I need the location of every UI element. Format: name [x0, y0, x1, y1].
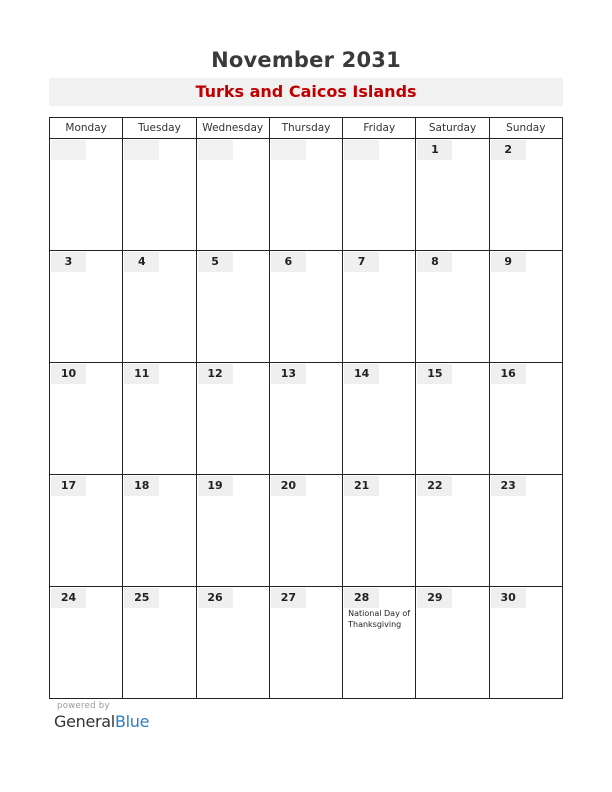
day-cell[interactable] [490, 139, 563, 251]
day-number: 23 [491, 476, 526, 496]
day-cell[interactable] [197, 139, 270, 251]
day-cell[interactable] [416, 475, 489, 587]
weekday-header-row [50, 118, 563, 139]
calendar-grid [49, 117, 563, 699]
day-number: 10 [51, 364, 86, 384]
day-cell[interactable] [197, 475, 270, 587]
day-number: 14 [344, 364, 379, 384]
day-cell[interactable] [197, 587, 270, 699]
day-number: 16 [491, 364, 526, 384]
page-title: November 2031 [211, 48, 401, 72]
day-number: 20 [271, 476, 306, 496]
day-number: 22 [417, 476, 452, 496]
day-cell[interactable] [416, 139, 489, 251]
day-cell[interactable] [123, 363, 196, 475]
day-number: 30 [491, 588, 526, 608]
day-number [344, 140, 379, 160]
day-cell[interactable] [343, 475, 416, 587]
week-row [50, 475, 563, 587]
day-cell[interactable] [270, 363, 343, 475]
day-number: 6 [271, 252, 306, 272]
day-number: 25 [124, 588, 159, 608]
day-number: 3 [51, 252, 86, 272]
day-number: 7 [344, 252, 379, 272]
weekday-monday: Monday [50, 118, 123, 139]
day-number: 21 [344, 476, 379, 496]
day-cell[interactable] [123, 251, 196, 363]
weekday-wednesday: Wednesday [197, 118, 270, 139]
day-cell[interactable] [50, 139, 123, 251]
powered-by-label: powered by [57, 701, 110, 711]
generalblue-logo[interactable] [54, 712, 149, 731]
holiday-event: National Day of Thanksgiving [348, 609, 411, 629]
weekday-tuesday: Tuesday [123, 118, 196, 139]
day-number: 19 [198, 476, 233, 496]
day-number: 12 [198, 364, 233, 384]
day-cell[interactable] [197, 251, 270, 363]
day-number: 18 [124, 476, 159, 496]
day-number: 15 [417, 364, 452, 384]
day-cell[interactable] [343, 251, 416, 363]
day-cell[interactable] [270, 251, 343, 363]
day-number: 29 [417, 588, 452, 608]
day-cell[interactable] [490, 251, 563, 363]
day-cell[interactable] [490, 363, 563, 475]
day-cell[interactable] [270, 139, 343, 251]
brand-text-general: General [54, 712, 115, 731]
weekday-thursday: Thursday [270, 118, 343, 139]
day-number: 5 [198, 252, 233, 272]
day-cell[interactable] [270, 475, 343, 587]
day-cell[interactable] [197, 363, 270, 475]
week-row [50, 363, 563, 475]
day-number: 27 [271, 588, 306, 608]
day-number [51, 140, 86, 160]
day-cell[interactable] [50, 587, 123, 699]
day-number: 11 [124, 364, 159, 384]
day-cell[interactable] [123, 587, 196, 699]
day-number: 2 [491, 140, 526, 160]
country-banner [49, 78, 563, 106]
day-cell[interactable] [416, 363, 489, 475]
country-name: Turks and Caicos Islands [195, 82, 417, 101]
day-number [124, 140, 159, 160]
day-number: 17 [51, 476, 86, 496]
week-row [50, 587, 563, 699]
day-cell[interactable] [343, 139, 416, 251]
day-number: 4 [124, 252, 159, 272]
day-cell[interactable] [50, 251, 123, 363]
day-number [198, 140, 233, 160]
day-number: 1 [417, 140, 452, 160]
day-number: 26 [198, 588, 233, 608]
day-cell[interactable] [270, 587, 343, 699]
weekday-sunday: Sunday [490, 118, 563, 139]
day-cell[interactable] [490, 475, 563, 587]
day-cell[interactable] [343, 587, 416, 699]
day-cell[interactable] [123, 139, 196, 251]
day-cell[interactable] [416, 587, 489, 699]
day-number: 9 [491, 252, 526, 272]
day-cell[interactable] [343, 363, 416, 475]
day-number: 28 [344, 588, 379, 608]
day-number [271, 140, 306, 160]
day-number: 8 [417, 252, 452, 272]
weekday-saturday: Saturday [416, 118, 489, 139]
day-cell[interactable] [50, 363, 123, 475]
week-row [50, 251, 563, 363]
week-row [50, 139, 563, 251]
day-cell[interactable] [490, 587, 563, 699]
day-number: 24 [51, 588, 86, 608]
day-cell[interactable] [50, 475, 123, 587]
day-cell[interactable] [416, 251, 489, 363]
day-cell[interactable] [123, 475, 196, 587]
brand-text-blue: Blue [114, 712, 150, 731]
weekday-friday: Friday [343, 118, 416, 139]
day-number: 13 [271, 364, 306, 384]
